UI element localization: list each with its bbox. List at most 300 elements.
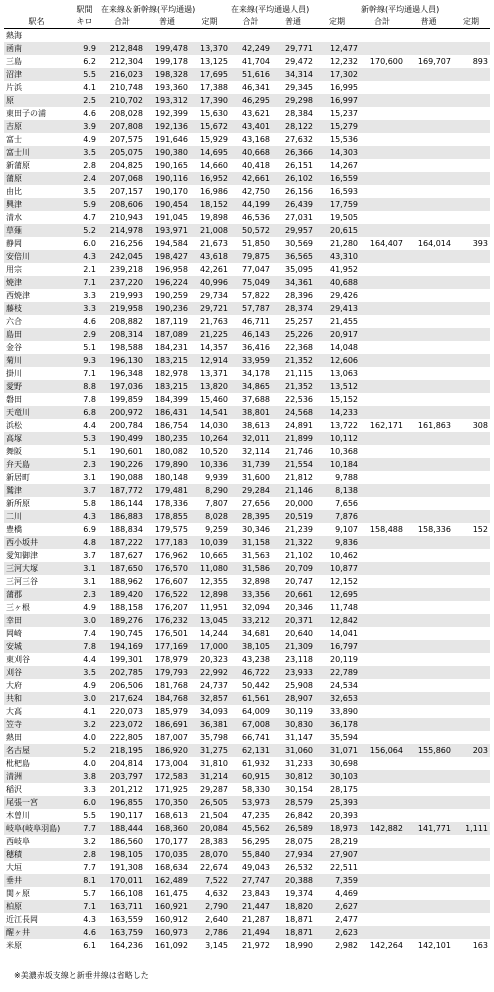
distance-km: 7.1 (83, 369, 96, 378)
combined-commuter: 14,541 (190, 406, 230, 419)
distance-km: 5.7 (83, 889, 96, 898)
combined-regular: 176,962 (154, 551, 188, 560)
combined-commuter: 17,695 (190, 68, 230, 81)
conv-regular: 34,314 (272, 68, 315, 81)
shink-regular (405, 874, 453, 887)
table-row (4, 146, 490, 159)
shink-commuter (453, 198, 490, 211)
conv-commuter: 22,511 (330, 863, 358, 872)
combined-regular: 190,236 (145, 302, 190, 315)
table-row (4, 809, 490, 822)
shink-regular (405, 471, 453, 484)
combined-regular: 179,481 (145, 484, 190, 497)
conv-commuter: 15,536 (330, 135, 358, 144)
combined-regular: 176,570 (145, 562, 190, 575)
combined-total: 164,236 (109, 941, 143, 950)
shink-total: 142,882 (360, 822, 405, 835)
table-row (4, 679, 490, 692)
conv-regular: 22,536 (285, 395, 313, 404)
conv-commuter: 32,653 (315, 692, 360, 705)
conv-regular: 20,747 (285, 577, 313, 586)
combined-commuter: 13,370 (190, 42, 230, 55)
conv-regular: 27,632 (285, 135, 313, 144)
shink-commuter (453, 848, 490, 861)
combined-regular: 168,634 (154, 863, 188, 872)
distance-km: 3.1 (83, 577, 96, 586)
shink-regular (405, 653, 453, 666)
shink-commuter (453, 263, 490, 276)
conv-commuter: 18,973 (315, 822, 360, 835)
shink-commuter (453, 302, 490, 315)
shink-total (360, 29, 405, 43)
shink-commuter (453, 276, 490, 289)
conv-total: 34,178 (242, 369, 270, 378)
combined-commuter: 14,244 (200, 629, 228, 638)
distance-km: 2.9 (70, 328, 100, 341)
shink-total (360, 445, 405, 458)
table-row (4, 497, 490, 510)
shink-regular: 161,863 (417, 421, 451, 430)
conv-commuter: 17,302 (315, 68, 360, 81)
combined-regular: 198,328 (145, 68, 190, 81)
combined-commuter: 43,618 (190, 250, 230, 263)
combined-total: 208,882 (109, 317, 143, 326)
station-name: 熱田 (6, 733, 22, 742)
shink-total: 158,488 (369, 525, 403, 534)
table-row (4, 237, 490, 250)
shink-commuter (453, 497, 490, 510)
conv-regular: 30,569 (285, 239, 313, 248)
combined-regular: 170,035 (145, 848, 190, 861)
conv-regular: 31,233 (285, 759, 313, 768)
combined-total: 186,560 (109, 837, 143, 846)
station-name: 西焼津 (6, 291, 30, 300)
combined-total: 223,072 (100, 718, 145, 731)
shink-total (360, 640, 405, 653)
header-shinkansen: 新幹線(平均通過人員) (361, 5, 440, 14)
header-conventional: 在来線(平均通過人員) (231, 5, 310, 14)
header-conv-regular: 普通 (285, 17, 301, 26)
station-name: 稲沢 (6, 785, 22, 794)
distance-km: 4.7 (83, 213, 96, 222)
conv-total: 53,973 (230, 796, 272, 809)
shink-regular (405, 601, 453, 614)
conv-commuter: 24,534 (330, 681, 358, 690)
shink-commuter (453, 94, 490, 107)
shink-commuter (453, 289, 490, 302)
shink-commuter (453, 315, 490, 328)
conv-total: 38,613 (242, 421, 270, 430)
shink-total (360, 120, 405, 133)
conv-total: 32,898 (242, 577, 270, 586)
conv-regular (272, 29, 315, 43)
shink-regular (405, 627, 453, 640)
distance-km: 8.8 (70, 380, 100, 393)
shink-commuter (453, 718, 490, 731)
combined-total: 190,499 (100, 432, 145, 445)
table-row (4, 510, 490, 523)
shink-total (360, 146, 405, 159)
shink-regular (405, 42, 453, 55)
header-distance: 駅間 (76, 5, 93, 14)
distance-km: 2.3 (70, 588, 100, 601)
shink-regular (405, 861, 453, 874)
combined-total: 197,036 (100, 380, 145, 393)
combined-commuter: 13,820 (190, 380, 230, 393)
shink-commuter: 152 (472, 525, 488, 534)
shink-regular (405, 731, 453, 744)
table-row (4, 172, 490, 185)
shink-total (360, 224, 405, 237)
shink-total: 164,407 (369, 239, 403, 248)
shink-total (360, 549, 405, 562)
conv-total: 51,850 (242, 239, 270, 248)
conv-commuter: 33,890 (330, 707, 358, 716)
station-name: 舞阪 (6, 447, 22, 456)
shink-regular (405, 926, 453, 939)
combined-commuter: 19,898 (200, 213, 228, 222)
table-row (4, 601, 490, 614)
table-row (4, 133, 490, 146)
combined-total: 190,226 (100, 458, 145, 471)
conv-total: 33,356 (230, 588, 272, 601)
station-name: 枇杷島 (6, 759, 30, 768)
shink-commuter (453, 81, 490, 94)
combined-regular: 196,958 (154, 265, 188, 274)
conv-total: 46,722 (230, 666, 272, 679)
combined-regular: 182,978 (154, 369, 188, 378)
conv-regular: 21,146 (272, 484, 315, 497)
conv-commuter: 25,393 (315, 796, 360, 809)
combined-commuter: 10,336 (190, 458, 230, 471)
shink-total (360, 510, 405, 523)
shink-total (360, 614, 405, 627)
station-name: 由比 (6, 187, 22, 196)
combined-total: 207,157 (109, 187, 143, 196)
shink-total (360, 107, 405, 120)
station-name: 大府 (6, 681, 22, 690)
combined-commuter: 13,125 (200, 57, 228, 66)
station-name: 富士川 (4, 146, 70, 159)
shink-total (360, 809, 405, 822)
combined-commuter: 10,520 (200, 447, 228, 456)
conv-commuter: 20,119 (330, 655, 358, 664)
shink-regular: 169,707 (417, 57, 451, 66)
conv-regular: 29,771 (272, 42, 315, 55)
conv-total: 55,840 (230, 848, 272, 861)
combined-total: 190,117 (109, 811, 143, 820)
header-combined-commuter: 定期 (201, 17, 218, 26)
station-name: 笠寺 (4, 718, 70, 731)
station-name: 弁天島 (4, 458, 70, 471)
combined-regular: 168,613 (154, 811, 188, 820)
conv-regular: 25,257 (285, 317, 313, 326)
station-name: 片浜 (6, 83, 22, 92)
table-row (4, 718, 490, 731)
table-row (4, 328, 490, 341)
shink-regular (405, 432, 453, 445)
combined-regular: 178,336 (154, 499, 188, 508)
conv-total: 46,295 (230, 94, 272, 107)
shink-regular (405, 341, 453, 354)
table-row (4, 835, 490, 848)
combined-commuter: 7,807 (205, 499, 228, 508)
table-row (4, 198, 490, 211)
conv-commuter: 15,152 (330, 395, 358, 404)
conv-regular: 34,361 (272, 276, 315, 289)
combined-commuter: 2,640 (205, 915, 228, 924)
distance-km: 4.9 (83, 603, 96, 612)
shink-commuter (453, 341, 490, 354)
shink-total (360, 458, 405, 471)
shink-regular (405, 29, 453, 43)
conv-total: 62,131 (230, 744, 272, 757)
station-name: 高塚 (4, 432, 70, 445)
combined-regular: 199,478 (145, 42, 190, 55)
shink-total (360, 562, 405, 575)
table-row (4, 627, 490, 640)
combined-total: 188,962 (109, 577, 143, 586)
conv-regular: 26,366 (272, 146, 315, 159)
conv-total: 32,094 (242, 603, 270, 612)
table-row (4, 471, 490, 484)
combined-regular: 196,224 (145, 276, 190, 289)
header-shink-regular: 普通 (420, 17, 437, 26)
conv-regular: 21,309 (272, 640, 315, 653)
shink-commuter (453, 627, 490, 640)
shink-regular (405, 133, 453, 146)
station-name: 岐阜(岐阜羽島) (4, 822, 70, 835)
combined-total: 189,420 (100, 588, 145, 601)
station-name: 磐田 (6, 395, 22, 404)
shink-regular (405, 367, 453, 380)
conv-regular: 29,957 (272, 224, 315, 237)
station-name: 三ヶ根 (6, 603, 30, 612)
conv-commuter: 2,982 (335, 941, 358, 950)
conv-regular: 26,439 (272, 198, 315, 211)
shink-commuter (453, 809, 490, 822)
table-row (4, 783, 490, 796)
combined-regular: 190,170 (154, 187, 188, 196)
shink-total (360, 315, 405, 328)
combined-total (100, 29, 145, 43)
combined-total: 207,068 (100, 172, 145, 185)
shink-total: 162,171 (369, 421, 403, 430)
shink-regular: 158,336 (417, 525, 451, 534)
station-name: 米原 (6, 941, 22, 950)
distance-km: 2.3 (70, 458, 100, 471)
shink-total (360, 289, 405, 302)
shink-commuter (453, 666, 490, 679)
shink-regular (405, 328, 453, 341)
shink-commuter (453, 796, 490, 809)
combined-regular: 190,116 (145, 172, 190, 185)
distance-km: 3.5 (83, 187, 96, 196)
combined-regular: 178,979 (154, 655, 188, 664)
distance-km: 2.4 (70, 172, 100, 185)
shink-total (360, 653, 405, 666)
combined-commuter: 20,084 (190, 822, 230, 835)
conv-commuter: 12,695 (315, 588, 360, 601)
shink-commuter (453, 471, 490, 484)
combined-total: 201,212 (109, 785, 143, 794)
shink-total (360, 380, 405, 393)
shink-regular (405, 510, 453, 523)
shink-commuter (453, 770, 490, 783)
combined-commuter: 31,275 (190, 744, 230, 757)
distance-km: 2.8 (70, 848, 100, 861)
combined-commuter: 36,381 (190, 718, 230, 731)
conv-commuter: 29,426 (330, 291, 358, 300)
conv-total: 50,572 (230, 224, 272, 237)
conv-total: 43,401 (230, 120, 272, 133)
distance-km: 5.5 (83, 811, 96, 820)
distance-km: 4.3 (70, 510, 100, 523)
combined-commuter: 17,390 (190, 94, 230, 107)
station-name: 醒ヶ井 (4, 926, 70, 939)
table-row (4, 289, 490, 302)
shink-regular (405, 913, 453, 926)
combined-total: 204,825 (109, 161, 143, 170)
combined-commuter: 15,929 (200, 135, 228, 144)
conv-commuter: 10,462 (330, 551, 358, 560)
conv-total: 43,168 (242, 135, 270, 144)
shink-regular (405, 887, 453, 900)
conv-regular: 26,102 (272, 172, 315, 185)
combined-total: 198,105 (100, 848, 145, 861)
combined-total: 189,276 (100, 614, 145, 627)
combined-total: 203,797 (100, 770, 145, 783)
combined-commuter: 2,786 (190, 926, 230, 939)
conv-commuter: 43,310 (315, 250, 360, 263)
shink-regular (405, 393, 453, 406)
shink-commuter (453, 211, 490, 224)
table-row (4, 354, 490, 367)
conv-total: 32,011 (230, 432, 272, 445)
conv-regular: 28,122 (272, 120, 315, 133)
combined-commuter: 21,504 (200, 811, 228, 820)
conv-total: 42,249 (230, 42, 272, 55)
shink-commuter (453, 159, 490, 172)
distance-km: 6.0 (70, 796, 100, 809)
combined-regular: 176,501 (154, 629, 188, 638)
table-row (4, 575, 490, 588)
distance-km: 4.0 (83, 759, 96, 768)
shink-total (360, 796, 405, 809)
shink-commuter: 893 (472, 57, 488, 66)
station-name: 東刈谷 (6, 655, 30, 664)
combined-total: 191,308 (109, 863, 143, 872)
combined-total: 220,073 (109, 707, 143, 716)
conv-commuter: 13,512 (315, 380, 360, 393)
conv-commuter: 40,688 (315, 276, 360, 289)
distance-km: 7.8 (70, 640, 100, 653)
combined-regular: 173,004 (154, 759, 188, 768)
table-row (4, 29, 490, 43)
header-conv-commuter: 定期 (329, 17, 345, 26)
conv-total: 77,047 (242, 265, 270, 274)
combined-commuter: 9,259 (205, 525, 228, 534)
conv-regular: 20,388 (272, 874, 315, 887)
conv-regular: 21,102 (285, 551, 313, 560)
conv-commuter: 14,233 (315, 406, 360, 419)
shink-commuter (453, 380, 490, 393)
conv-regular: 21,352 (272, 354, 315, 367)
station-name: 西小坂井 (4, 536, 70, 549)
shink-total (360, 874, 405, 887)
header-blank (4, 4, 70, 16)
conv-total: 30,346 (242, 525, 270, 534)
station-name: 共和 (4, 692, 70, 705)
table-row (4, 406, 490, 419)
distance-km: 3.7 (70, 484, 100, 497)
conv-regular: 29,472 (285, 57, 313, 66)
distance-km: 6.1 (83, 941, 96, 950)
conv-total: 57,787 (230, 302, 272, 315)
conv-regular: 29,298 (272, 94, 315, 107)
conv-regular: 22,368 (285, 343, 313, 352)
conv-regular: 20,709 (272, 562, 315, 575)
distance-km: 3.0 (70, 692, 100, 705)
shink-total (360, 536, 405, 549)
conv-commuter: 20,393 (330, 811, 358, 820)
shink-commuter (453, 653, 490, 666)
combined-total: 198,588 (109, 343, 143, 352)
conv-total: 31,600 (242, 473, 270, 482)
combined-commuter: 4,632 (205, 889, 228, 898)
shink-commuter (453, 783, 490, 796)
shink-commuter (453, 601, 490, 614)
combined-total: 199,859 (109, 395, 143, 404)
combined-regular: 192,399 (154, 109, 188, 118)
conv-total: 60,915 (230, 770, 272, 783)
shink-commuter (453, 575, 490, 588)
combined-commuter (190, 29, 230, 43)
shink-regular (405, 757, 453, 770)
combined-commuter: 13,045 (190, 614, 230, 627)
combined-commuter: 34,093 (200, 707, 228, 716)
shink-regular (405, 692, 453, 705)
combined-regular: 180,082 (154, 447, 188, 456)
station-name: 垂井 (4, 874, 70, 887)
shink-total (360, 705, 405, 718)
shink-regular (405, 588, 453, 601)
shink-commuter (453, 588, 490, 601)
shink-commuter: 1,111 (453, 822, 490, 835)
conv-total: 45,562 (230, 822, 272, 835)
conv-commuter: 7,656 (335, 499, 358, 508)
conv-total: 49,043 (242, 863, 270, 872)
table-row (4, 874, 490, 887)
combined-total: 207,808 (100, 120, 145, 133)
distance-km: 3.2 (70, 718, 100, 731)
conv-commuter: 11,748 (330, 603, 358, 612)
combined-regular: 181,768 (154, 681, 188, 690)
table-header (4, 4, 490, 29)
shink-total (360, 406, 405, 419)
shink-commuter (453, 731, 490, 744)
shink-total (360, 159, 405, 172)
conv-total: 75,049 (230, 276, 272, 289)
shink-total (360, 718, 405, 731)
combined-commuter: 2,790 (190, 900, 230, 913)
shink-regular: 141,771 (405, 822, 453, 835)
shink-total: 170,600 (369, 57, 403, 66)
shink-regular (405, 809, 453, 822)
header-row-sub (4, 16, 490, 29)
combined-commuter: 9,939 (205, 473, 228, 482)
combined-regular: 191,045 (154, 213, 188, 222)
